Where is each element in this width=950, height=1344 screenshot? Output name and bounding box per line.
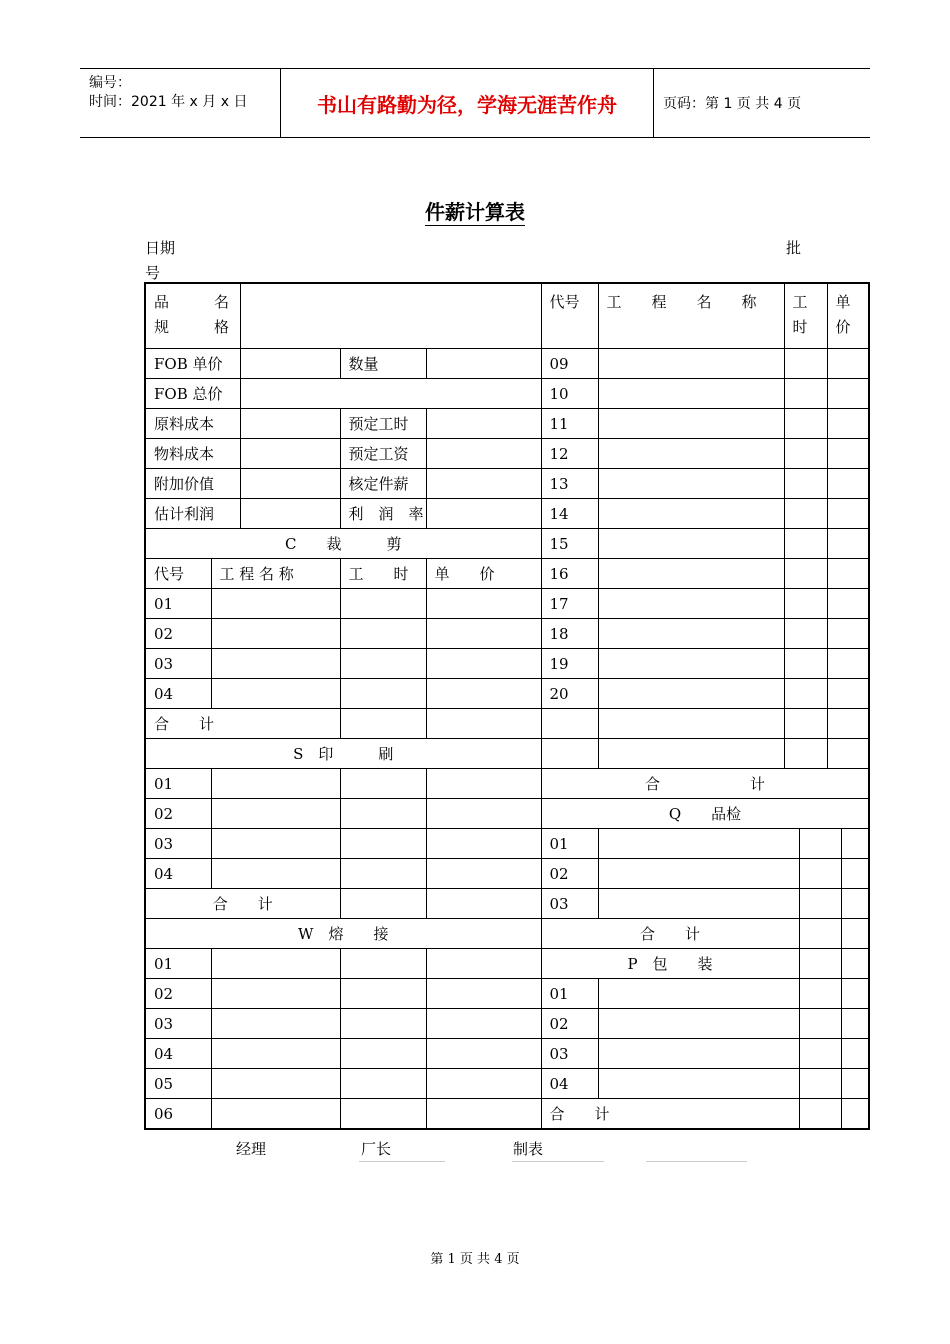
hours-cell[interactable] (784, 439, 827, 469)
weld-price-cell[interactable] (426, 1039, 541, 1069)
process-code: 19 (541, 649, 598, 679)
batch-label: 批 (786, 239, 802, 257)
cut-price-cell[interactable] (426, 679, 541, 709)
table-row (145, 1069, 869, 1099)
info-value[interactable] (240, 379, 541, 409)
table-row (145, 739, 869, 769)
weld-hours-cell[interactable] (340, 949, 426, 979)
cut-name-cell[interactable] (211, 649, 340, 679)
info-label: 预定工资 (340, 439, 426, 469)
process-code: 15 (541, 529, 598, 559)
pack-code: 04 (541, 1069, 598, 1099)
print-code: 02 (145, 799, 211, 829)
info-label: 估计利润 (145, 499, 240, 529)
table-row (145, 919, 869, 949)
qc-subtotal-label: 合 计 (541, 919, 799, 949)
left-name-header: 工 程 名 称 (211, 559, 340, 589)
hours-cell[interactable] (784, 349, 827, 379)
cut-name-cell[interactable] (211, 679, 340, 709)
table-row (145, 469, 869, 499)
info-value[interactable] (426, 499, 541, 529)
table-row (145, 979, 869, 1009)
info-value[interactable] (240, 349, 340, 379)
print-hours-cell[interactable] (340, 829, 426, 859)
cut-code: 04 (145, 679, 211, 709)
info-label: 附加价值 (145, 469, 240, 499)
process-name-header: 工 程 名 称 (598, 283, 784, 349)
weld-name-cell[interactable] (211, 1039, 340, 1069)
print-name-cell[interactable] (211, 769, 340, 799)
qc-hours-cell[interactable] (799, 889, 841, 919)
pack-price-cell[interactable] (841, 1039, 869, 1069)
hours-cell[interactable] (784, 649, 827, 679)
pack-price-cell[interactable] (841, 1009, 869, 1039)
page-title: 件薪计算表 (425, 200, 525, 224)
price-cell[interactable] (827, 709, 869, 739)
code-header: 代号 (541, 283, 598, 349)
weld-code: 05 (145, 1069, 211, 1099)
pack-name-cell[interactable] (598, 1009, 799, 1039)
weld-section-heading: W 熔 接 (145, 919, 541, 949)
cut-code: 01 (145, 589, 211, 619)
cut-name-cell[interactable] (211, 619, 340, 649)
process-name-cell[interactable] (598, 589, 784, 619)
process-code: 10 (541, 379, 598, 409)
qc-name-cell[interactable] (598, 829, 799, 859)
weld-name-cell[interactable] (211, 1069, 340, 1099)
qc-name-cell[interactable] (598, 859, 799, 889)
hours-cell[interactable] (784, 589, 827, 619)
pack-code: 01 (541, 979, 598, 1009)
process-code[interactable] (541, 709, 598, 739)
price-cell[interactable] (827, 619, 869, 649)
table-row (145, 679, 869, 709)
weld-code: 01 (145, 949, 211, 979)
print-price-cell[interactable] (426, 829, 541, 859)
info-value[interactable] (240, 439, 340, 469)
process-code: 13 (541, 469, 598, 499)
manager-signature-line[interactable] (359, 1161, 445, 1162)
process-name-cell[interactable] (598, 529, 784, 559)
table-row (145, 1009, 869, 1039)
pack-price-cell[interactable] (841, 949, 869, 979)
pack-price-total[interactable] (841, 1099, 869, 1130)
pack-hours-cell[interactable] (799, 1069, 841, 1099)
weld-name-cell[interactable] (211, 1009, 340, 1039)
print-price-cell[interactable] (426, 799, 541, 829)
cut-code: 02 (145, 619, 211, 649)
info-label: 物料成本 (145, 439, 240, 469)
info-value[interactable] (240, 499, 340, 529)
process-name-cell[interactable] (598, 349, 784, 379)
process-name-cell[interactable] (598, 379, 784, 409)
print-hours-cell[interactable] (340, 859, 426, 889)
time-label: 时间：2021 年 x 月 x 日 (89, 94, 248, 110)
cut-name-cell[interactable] (211, 589, 340, 619)
price-cell[interactable] (827, 499, 869, 529)
hours-cell[interactable] (784, 409, 827, 439)
info-label: 核定件薪 (340, 469, 426, 499)
table-row (145, 829, 869, 859)
factory-head-signature-line[interactable] (512, 1161, 604, 1162)
info-value[interactable] (426, 439, 541, 469)
table-row (145, 859, 869, 889)
table-row (145, 439, 869, 469)
table-row (145, 769, 869, 799)
motto: 书山有路勤为径，学海无涯苦作舟 (281, 69, 654, 137)
left-hours-header: 工 时 (340, 559, 426, 589)
info-label: 原料成本 (145, 409, 240, 439)
process-name-cell[interactable] (598, 559, 784, 589)
cut-hours-cell[interactable] (340, 679, 426, 709)
cut-price-cell[interactable] (426, 649, 541, 679)
info-label: FOB 总价 (145, 379, 240, 409)
weld-price-cell[interactable] (426, 1099, 541, 1130)
process-name-cell[interactable] (598, 439, 784, 469)
pack-hours-total[interactable] (799, 1099, 841, 1130)
right-subtotal-label: 合 计 (541, 769, 869, 799)
cut-hours-cell[interactable] (340, 589, 426, 619)
info-value[interactable] (426, 349, 541, 379)
hours-cell[interactable] (784, 709, 827, 739)
table-row (145, 1099, 869, 1130)
maker-signature-line[interactable] (646, 1161, 747, 1162)
cut-subtotal-label: 合 计 (145, 709, 340, 739)
table-row (145, 1039, 869, 1069)
unit-price-header: 单 价 (827, 283, 869, 349)
weld-name-cell[interactable] (211, 1099, 340, 1130)
left-code-header: 代号 (145, 559, 211, 589)
process-code: 20 (541, 679, 598, 709)
info-value[interactable] (426, 409, 541, 439)
print-price-total[interactable] (426, 889, 541, 919)
cut-price-cell[interactable] (426, 619, 541, 649)
process-code: 18 (541, 619, 598, 649)
info-label: 利 润 率 (340, 499, 426, 529)
table-row (145, 559, 869, 589)
price-cell[interactable] (827, 379, 869, 409)
price-cell[interactable] (827, 529, 869, 559)
qc-name-cell[interactable] (598, 889, 799, 919)
cut-code: 03 (145, 649, 211, 679)
hours-cell[interactable] (784, 379, 827, 409)
qc-hours-cell[interactable] (799, 859, 841, 889)
date-label: 日期 (145, 239, 176, 257)
print-hours-cell[interactable] (340, 799, 426, 829)
weld-hours-cell[interactable] (340, 979, 426, 1009)
qc-code: 02 (541, 859, 598, 889)
weld-name-cell[interactable] (211, 979, 340, 1009)
print-hours-total[interactable] (340, 889, 426, 919)
process-name-cell[interactable] (598, 409, 784, 439)
price-cell[interactable] (827, 589, 869, 619)
print-section-heading: S 印 刷 (145, 739, 541, 769)
print-code: 01 (145, 769, 211, 799)
hours-cell[interactable] (784, 499, 827, 529)
table-row (145, 379, 869, 409)
print-name-cell[interactable] (211, 859, 340, 889)
weld-hours-cell[interactable] (340, 1099, 426, 1130)
hours-cell[interactable] (784, 739, 827, 769)
pack-hours-cell[interactable] (799, 949, 841, 979)
info-label: 预定工时 (340, 409, 426, 439)
price-cell[interactable] (827, 679, 869, 709)
pack-name-cell[interactable] (598, 1069, 799, 1099)
weld-price-cell[interactable] (426, 1069, 541, 1099)
qc-price-total[interactable] (841, 919, 869, 949)
cut-hours-cell[interactable] (340, 619, 426, 649)
cut-hours-cell[interactable] (340, 649, 426, 679)
print-code: 03 (145, 829, 211, 859)
info-label: 数量 (340, 349, 426, 379)
print-price-cell[interactable] (426, 859, 541, 889)
factory-head-label: 厂长 (361, 1140, 392, 1158)
header-left-cell (80, 69, 281, 137)
weld-code: 06 (145, 1099, 211, 1130)
cut-hours-total[interactable] (340, 709, 426, 739)
number-label: 编号： (89, 75, 131, 91)
product-spec-label: 品 名 规 格 (145, 283, 240, 349)
info-label: FOB 单价 (145, 349, 240, 379)
process-name-cell[interactable] (598, 679, 784, 709)
number-label: 号 (145, 264, 161, 282)
table-row (145, 499, 869, 529)
qc-code: 01 (541, 829, 598, 859)
pack-code: 02 (541, 1009, 598, 1039)
info-value[interactable] (240, 469, 340, 499)
process-code: 09 (541, 349, 598, 379)
table-row (145, 589, 869, 619)
page-footer: 第 1 页 共 4 页 (430, 1252, 520, 1267)
print-name-cell[interactable] (211, 799, 340, 829)
page-info: 页码：第 1 页 共 4 页 (663, 96, 802, 112)
pack-code: 03 (541, 1039, 598, 1069)
print-hours-cell[interactable] (340, 769, 426, 799)
info-value[interactable] (426, 469, 541, 499)
process-name-cell[interactable] (598, 469, 784, 499)
print-name-cell[interactable] (211, 829, 340, 859)
process-name-cell[interactable] (598, 739, 784, 769)
table-row (145, 349, 869, 379)
pack-hours-cell[interactable] (799, 1039, 841, 1069)
price-cell[interactable] (827, 649, 869, 679)
pack-hours-cell[interactable] (799, 1009, 841, 1039)
pack-hours-cell[interactable] (799, 979, 841, 1009)
qc-price-cell[interactable] (841, 859, 869, 889)
process-name-cell[interactable] (598, 619, 784, 649)
document-header (80, 68, 870, 138)
hours-cell[interactable] (784, 559, 827, 589)
cut-price-cell[interactable] (426, 589, 541, 619)
hours-cell[interactable] (784, 529, 827, 559)
weld-code: 03 (145, 1009, 211, 1039)
process-code: 16 (541, 559, 598, 589)
left-price-header: 单 价 (426, 559, 541, 589)
weld-price-cell[interactable] (426, 979, 541, 1009)
hours-cell[interactable] (784, 469, 827, 499)
qc-hours-total[interactable] (799, 919, 841, 949)
table-row (145, 889, 869, 919)
pack-section-heading: P 包 装 (541, 949, 799, 979)
process-name-cell[interactable] (598, 649, 784, 679)
weld-price-cell[interactable] (426, 1009, 541, 1039)
piece-wage-table (144, 282, 870, 1130)
process-code[interactable] (541, 739, 598, 769)
maker-label: 制表 (513, 1140, 544, 1158)
print-code: 04 (145, 859, 211, 889)
cut-section-heading: C 裁 剪 (145, 529, 541, 559)
price-cell[interactable] (827, 409, 869, 439)
weld-hours-cell[interactable] (340, 1069, 426, 1099)
hours-header: 工 时 (784, 283, 827, 349)
table-row (145, 799, 869, 829)
weld-price-cell[interactable] (426, 949, 541, 979)
process-code: 11 (541, 409, 598, 439)
print-subtotal-label: 合 计 (145, 889, 340, 919)
process-code: 17 (541, 589, 598, 619)
pack-price-cell[interactable] (841, 979, 869, 1009)
table-row (145, 709, 869, 739)
cut-price-total[interactable] (426, 709, 541, 739)
qc-price-cell[interactable] (841, 889, 869, 919)
table-row (145, 283, 869, 349)
price-cell[interactable] (827, 349, 869, 379)
info-value[interactable] (240, 409, 340, 439)
pack-subtotal-label: 合 计 (541, 1099, 799, 1130)
qc-hours-cell[interactable] (799, 829, 841, 859)
table-row (145, 529, 869, 559)
weld-name-cell[interactable] (211, 949, 340, 979)
hours-cell[interactable] (784, 679, 827, 709)
manager-label: 经理 (236, 1140, 267, 1158)
qc-price-cell[interactable] (841, 829, 869, 859)
qc-code: 03 (541, 889, 598, 919)
print-price-cell[interactable] (426, 769, 541, 799)
weld-hours-cell[interactable] (340, 1039, 426, 1069)
product-spec-value[interactable] (240, 283, 541, 349)
table-row (145, 949, 869, 979)
price-cell[interactable] (827, 559, 869, 589)
price-cell[interactable] (827, 439, 869, 469)
process-code: 12 (541, 439, 598, 469)
table-row (145, 619, 869, 649)
process-code: 14 (541, 499, 598, 529)
pack-name-cell[interactable] (598, 979, 799, 1009)
process-name-cell[interactable] (598, 499, 784, 529)
hours-cell[interactable] (784, 619, 827, 649)
weld-code: 02 (145, 979, 211, 1009)
weld-code: 04 (145, 1039, 211, 1069)
pack-price-cell[interactable] (841, 1069, 869, 1099)
qc-section-heading: Q 品检 (541, 799, 869, 829)
table-row (145, 409, 869, 439)
process-name-cell[interactable] (598, 709, 784, 739)
pack-name-cell[interactable] (598, 1039, 799, 1069)
weld-hours-cell[interactable] (340, 1009, 426, 1039)
price-cell[interactable] (827, 469, 869, 499)
table-row (145, 649, 869, 679)
price-cell[interactable] (827, 739, 869, 769)
